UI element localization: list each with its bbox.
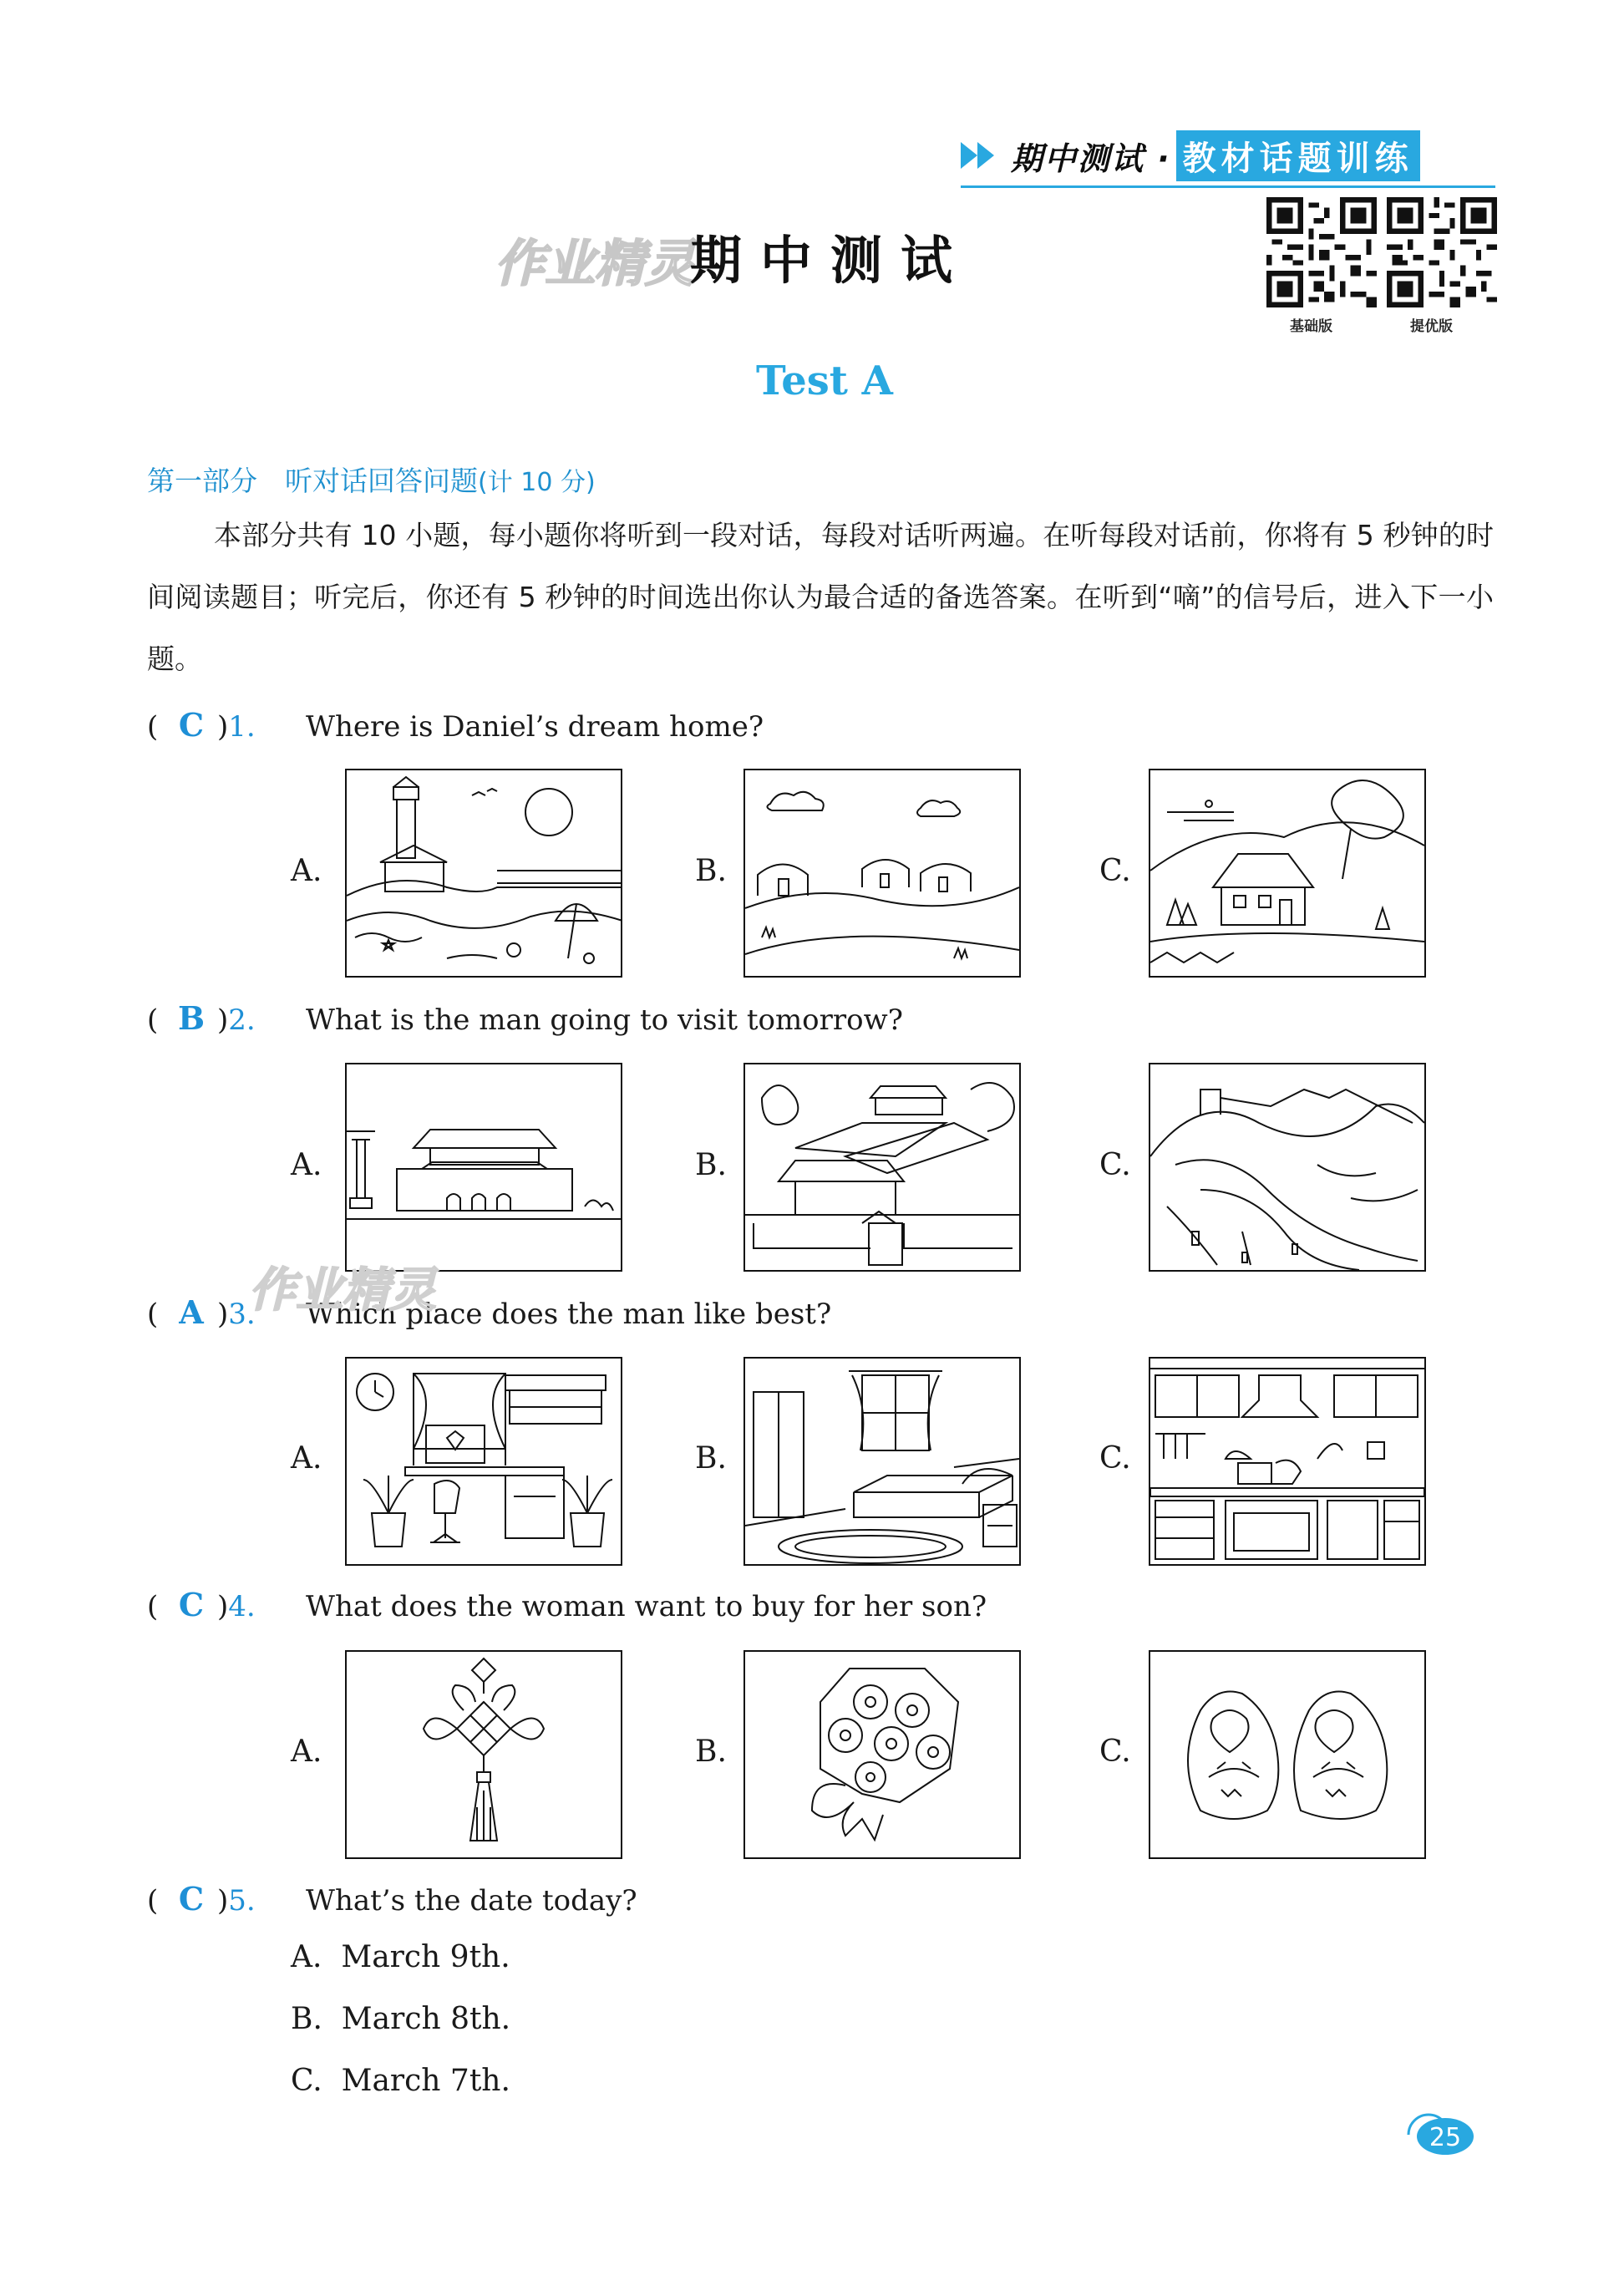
answer: A xyxy=(179,1293,204,1331)
text-option-a xyxy=(291,1940,510,1974)
answer: C xyxy=(178,706,205,744)
question-text: Which place does the man like best? xyxy=(306,1298,832,1331)
seaside-lighthouse-image[interactable] xyxy=(345,769,622,978)
bedroom-image[interactable] xyxy=(743,1357,1021,1566)
question-2 xyxy=(147,999,903,1037)
option-label: C. xyxy=(1099,854,1131,888)
option-label: A. xyxy=(291,1735,322,1769)
question-number: 3. xyxy=(228,1298,256,1331)
option-label: C. xyxy=(1099,1441,1131,1476)
option-label: B. xyxy=(695,1148,727,1182)
answer: C xyxy=(178,1880,205,1918)
instructions: 本部分共有 10 小题，每小题你将听到一段对话，每段对话听两遍。在听每段对话前，你将有 5 秒钟的时间阅读题目；听完后，你还有 5 秒钟的时间选出你认为最合适的备选答案。在听到“嘀”的信号后，进入下一小题。 xyxy=(147,519,1494,675)
study-room-image[interactable] xyxy=(345,1357,622,1566)
section-title: 第一部分 听对话回答问题 xyxy=(147,465,478,497)
page-title: 期中测试 xyxy=(690,230,972,291)
qr-label-basic: 基础版 xyxy=(1290,318,1332,335)
answer-paren: ( C ) 5. xyxy=(147,1880,256,1918)
qr-code-advanced[interactable] xyxy=(1387,197,1497,307)
option-text: March 8th. xyxy=(341,2002,511,2036)
option-label: A. xyxy=(291,1441,322,1476)
option-label: C. xyxy=(1099,1735,1131,1769)
page-number: 25 xyxy=(1429,2123,1462,2152)
watermark: 作业精灵 xyxy=(495,235,695,293)
answer-paren: ( C ) 4. xyxy=(147,1586,256,1623)
question-number: 2. xyxy=(228,1003,256,1037)
country-house-image[interactable] xyxy=(1149,769,1426,978)
qr-label-advanced: 提优版 xyxy=(1410,318,1453,335)
double-arrow-icon xyxy=(959,139,1002,172)
option-label: B. xyxy=(695,1735,727,1769)
question-text: What does the woman want to buy for her son? xyxy=(306,1590,987,1623)
option-label: B. xyxy=(695,1441,727,1476)
question-1 xyxy=(147,706,764,744)
option-label: B. xyxy=(695,854,727,888)
flowers-image[interactable] xyxy=(743,1650,1021,1859)
question-text: Where is Daniel’s dream home? xyxy=(306,710,764,744)
question-text: What’s the date today? xyxy=(306,1884,637,1918)
grassland-yurts-image[interactable] xyxy=(743,769,1021,978)
question-number: 1. xyxy=(228,710,256,744)
answer: C xyxy=(178,1586,205,1623)
section-points: (计 10 分) xyxy=(478,468,596,497)
header-prefix: 期中测试 · xyxy=(1011,140,1171,177)
page-number-badge xyxy=(1403,2110,1487,2160)
great-wall-image[interactable] xyxy=(1149,1063,1426,1272)
text-option-b xyxy=(291,2002,510,2036)
text-option-c xyxy=(291,2064,510,2098)
question-4 xyxy=(147,1586,987,1623)
answer-paren: ( B ) 2. xyxy=(147,999,256,1037)
question-5 xyxy=(147,1880,637,1918)
option-label: A. xyxy=(291,1940,322,1974)
section-heading xyxy=(147,460,596,499)
question-text: What is the man going to visit tomorrow? xyxy=(306,1003,903,1037)
option-text: March 7th. xyxy=(341,2064,510,2098)
header-highlight: 教材话题训练 xyxy=(1176,130,1420,181)
watermark: 作业精灵 xyxy=(249,1263,436,1318)
question-number: 4. xyxy=(228,1590,256,1623)
answer-paren: ( A ) 3. xyxy=(147,1293,256,1331)
option-label: A. xyxy=(291,1148,322,1182)
option-label: B. xyxy=(291,2002,322,2036)
answer: B xyxy=(177,999,206,1037)
tiger-shoes-image[interactable] xyxy=(1149,1650,1426,1859)
option-text: March 9th. xyxy=(341,1940,510,1974)
tiananmen-image[interactable] xyxy=(345,1063,622,1272)
test-subtitle: Test A xyxy=(756,358,893,404)
answer-paren: ( C ) 1. xyxy=(147,706,256,744)
qr-code-basic[interactable] xyxy=(1266,197,1377,307)
option-label: A. xyxy=(291,854,322,888)
courtyard-house-image[interactable] xyxy=(743,1063,1021,1272)
header-divider xyxy=(961,185,1495,188)
question-number: 5. xyxy=(228,1884,256,1918)
option-label: C. xyxy=(1099,1148,1131,1182)
chinese-knot-image[interactable] xyxy=(345,1650,622,1859)
option-label: C. xyxy=(291,2064,322,2098)
kitchen-image[interactable] xyxy=(1149,1357,1426,1566)
series-header xyxy=(959,125,1420,185)
